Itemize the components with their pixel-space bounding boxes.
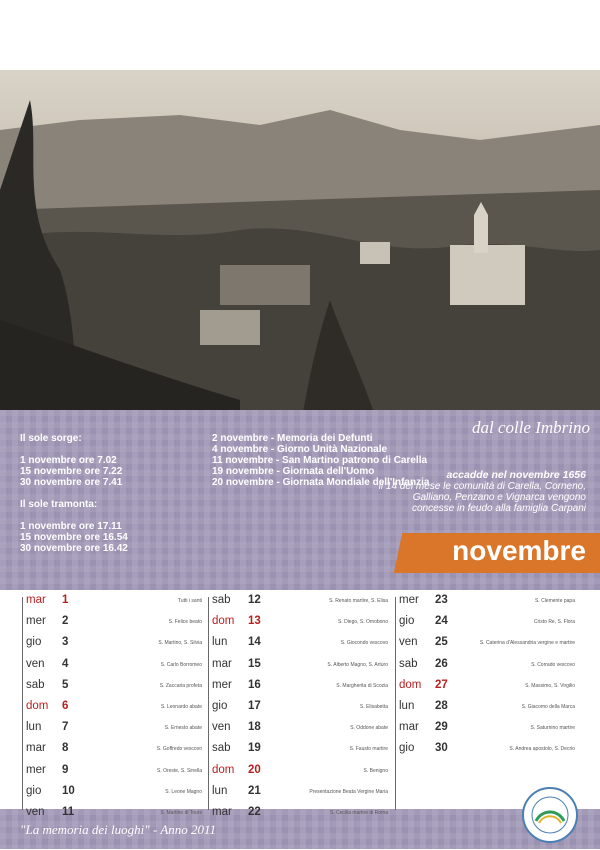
day-number: 5 <box>62 678 69 691</box>
weekday: dom <box>399 678 422 691</box>
day-row <box>22 591 212 612</box>
weekday: dom <box>26 699 49 712</box>
sunset-time: 15 novembre ore 16.54 <box>20 532 128 543</box>
day-row <box>208 739 398 760</box>
weekday: mer <box>399 594 419 606</box>
saint-name: S. Martino, S. Silvia <box>158 640 202 647</box>
day-row <box>208 803 398 824</box>
saint-name: S. Leonardo abate <box>160 703 202 710</box>
saint-name: S. Goffredo vescovo <box>156 746 202 753</box>
weekday: dom <box>212 763 235 776</box>
saint-name: S. Oddone abate <box>350 725 388 732</box>
saint-name: S. Caterina d'Alessandria vergine e martire <box>479 640 575 647</box>
day-number: 13 <box>248 615 261 628</box>
day-number: 29 <box>435 721 448 734</box>
column-divider <box>208 597 209 810</box>
day-row <box>208 676 398 697</box>
history-note <box>376 470 586 514</box>
day-row <box>395 612 585 633</box>
weekday: dom <box>212 615 235 628</box>
weekday: sab <box>26 678 45 691</box>
weekday: mer <box>26 763 46 776</box>
day-number: 24 <box>435 615 448 628</box>
sunset-time: 1 novembre ore 17.11 <box>20 521 122 532</box>
day-number: 6 <box>62 699 69 712</box>
day-number: 15 <box>248 657 261 670</box>
day-number: 1 <box>62 594 69 606</box>
weekday: lun <box>399 699 415 712</box>
day-number: 10 <box>62 784 75 797</box>
day-number: 18 <box>248 721 261 734</box>
event-item: 20 novembre - Giornata Mondiale dell'Infanzia <box>212 477 430 488</box>
saint-name: S. Giacomo della Marca <box>521 703 575 710</box>
weekday: gio <box>212 699 228 712</box>
day-number: 14 <box>248 636 261 649</box>
day-row <box>208 633 398 654</box>
saint-name: S. Cecilia martire di Roma <box>329 810 388 816</box>
day-number: 26 <box>435 657 448 670</box>
sunset-title: Il sole tramonta: <box>20 499 98 510</box>
day-number: 9 <box>62 763 69 776</box>
calendar-column-3 <box>395 591 585 761</box>
day-number: 16 <box>248 678 261 691</box>
day-row <box>208 761 398 782</box>
calendar-column-1-last <box>22 803 212 824</box>
weekday: ven <box>26 657 45 670</box>
saint-name: S. Benigno <box>363 767 388 774</box>
day-row <box>22 761 212 782</box>
saint-name: S. Clemente papa <box>534 598 575 604</box>
day-row <box>208 591 398 612</box>
weekday: gio <box>26 636 42 649</box>
day-number: 21 <box>248 784 261 797</box>
month-title: novembre <box>452 535 586 566</box>
day-number: 23 <box>435 594 448 606</box>
saint-name: S. Ernesto abate <box>164 725 202 732</box>
day-row <box>208 718 398 739</box>
saint-name: S. Massimo, S. Virgilio <box>525 682 575 689</box>
weekday: ven <box>26 806 45 818</box>
landscape-illustration <box>0 70 600 430</box>
saint-name: S. Felice beato <box>168 619 202 626</box>
sunrise-time: 15 novembre ore 7.22 <box>20 466 123 477</box>
day-row <box>22 803 212 824</box>
weekday: mar <box>26 742 46 755</box>
saint-name: S. Corrado vescovo <box>531 661 575 668</box>
saint-name: S. Giocondo vescovo <box>340 640 388 647</box>
saint-name: S. Andrea apostolo, S. Decrio <box>509 746 575 753</box>
day-row <box>208 782 398 803</box>
day-row <box>395 676 585 697</box>
day-number: 8 <box>62 742 69 755</box>
weekday: ven <box>399 636 418 649</box>
day-number: 12 <box>248 594 261 606</box>
sunrise-title: Il sole sorge: <box>20 433 82 444</box>
event-item: 19 novembre - Giornata dell'Uomo <box>212 466 375 477</box>
history-text: il 14 del mese le comunità di Carella, Corneno, Galliano, Penzano e Vignarca vengono concesse in feudo alla famiglia Carpani <box>378 481 586 514</box>
day-row <box>208 655 398 676</box>
day-number: 4 <box>62 657 69 670</box>
saint-name: S. Renato martire, S. Elisa <box>329 598 388 604</box>
day-row <box>22 633 212 654</box>
day-row <box>22 718 212 739</box>
saint-name: S. Leone Magno <box>165 788 202 795</box>
day-row <box>22 782 212 803</box>
weekday: mar <box>26 594 46 606</box>
weekday: gio <box>399 615 415 628</box>
weekday: mar <box>212 657 232 670</box>
day-row <box>395 591 585 612</box>
event-item: 4 novembre - Giorno Unità Nazionale <box>212 444 388 455</box>
weekday: lun <box>212 636 228 649</box>
sunrise-time: 30 novembre ore 7.41 <box>20 477 123 488</box>
day-row <box>208 697 398 718</box>
footer-title: "La memoria dei luoghi" - Anno 2011 <box>20 822 217 837</box>
day-number: 19 <box>248 742 261 755</box>
sun-times <box>20 433 190 554</box>
saint-name: Presentazione Beata Vergine Maria <box>309 788 388 795</box>
sunset-time: 30 novembre ore 16.42 <box>20 543 128 554</box>
calendar-column-1 <box>22 591 212 803</box>
day-number: 27 <box>435 678 448 691</box>
weekday: gio <box>26 784 42 797</box>
month-banner <box>410 533 600 573</box>
saint-name: Tutti i santi <box>178 598 202 604</box>
saint-name: Cristo Re, S. Flora <box>533 619 575 626</box>
day-number: 28 <box>435 699 448 712</box>
day-number: 17 <box>248 699 261 712</box>
history-title: accadde nel novembre 1656 <box>446 469 586 481</box>
weekday: lun <box>212 784 228 797</box>
weekday: mar <box>399 721 419 734</box>
weekday: gio <box>399 742 415 755</box>
historic-photo <box>0 70 600 430</box>
day-row <box>22 739 212 760</box>
weekday: mar <box>212 806 232 818</box>
event-item: 2 novembre - Memoria dei Defunti <box>212 433 373 444</box>
column-divider <box>395 597 396 810</box>
day-number: 3 <box>62 636 69 649</box>
saint-name: S. Alberto Magno, S. Arturo <box>327 661 388 668</box>
weekday: ven <box>212 721 231 734</box>
saint-name: S. Carlo Borromeo <box>160 661 202 668</box>
day-number: 22 <box>248 806 261 818</box>
saint-name: S. Zaccaria profeta <box>159 682 202 689</box>
weekday: sab <box>212 594 231 606</box>
saint-name: S. Diego, S. Omobono <box>337 619 388 626</box>
day-row <box>395 697 585 718</box>
weekday: mer <box>212 678 232 691</box>
photo-caption: dal colle Imbrino <box>471 418 590 437</box>
day-row <box>208 612 398 633</box>
day-row <box>22 676 212 697</box>
saint-name: S. Martino di Tours <box>160 810 202 816</box>
day-row <box>395 633 585 654</box>
day-row <box>395 655 585 676</box>
day-row <box>395 718 585 739</box>
calendar-column-2-last <box>208 803 398 824</box>
weekday: sab <box>399 657 418 670</box>
day-row <box>22 697 212 718</box>
calendar-column-2 <box>208 591 398 803</box>
day-number: 30 <box>435 742 448 755</box>
saint-name: S. Oreste, S. Sinella <box>156 767 202 774</box>
saint-name: S. Fausto martire <box>349 746 388 753</box>
weekday: sab <box>212 742 231 755</box>
day-number: 2 <box>62 615 69 628</box>
event-item: 11 novembre - San Martino patrono di Carella <box>212 455 428 466</box>
day-row <box>395 739 585 760</box>
saint-name: S. Saturnino martire <box>530 725 575 732</box>
saint-name: S. Margherita di Scozia <box>336 682 388 689</box>
logo-icon <box>520 785 580 845</box>
weekday: lun <box>26 721 42 734</box>
pro-loco-logo <box>520 785 580 845</box>
sunrise-time: 1 novembre ore 7.02 <box>20 455 117 466</box>
day-number: 25 <box>435 636 448 649</box>
day-number: 11 <box>62 806 75 818</box>
day-row <box>22 655 212 676</box>
weekday: mer <box>26 615 46 628</box>
day-number: 7 <box>62 721 69 734</box>
column-divider <box>22 597 23 810</box>
day-row <box>22 612 212 633</box>
saint-name: S. Elisabetta <box>359 703 388 710</box>
day-number: 20 <box>248 763 261 776</box>
